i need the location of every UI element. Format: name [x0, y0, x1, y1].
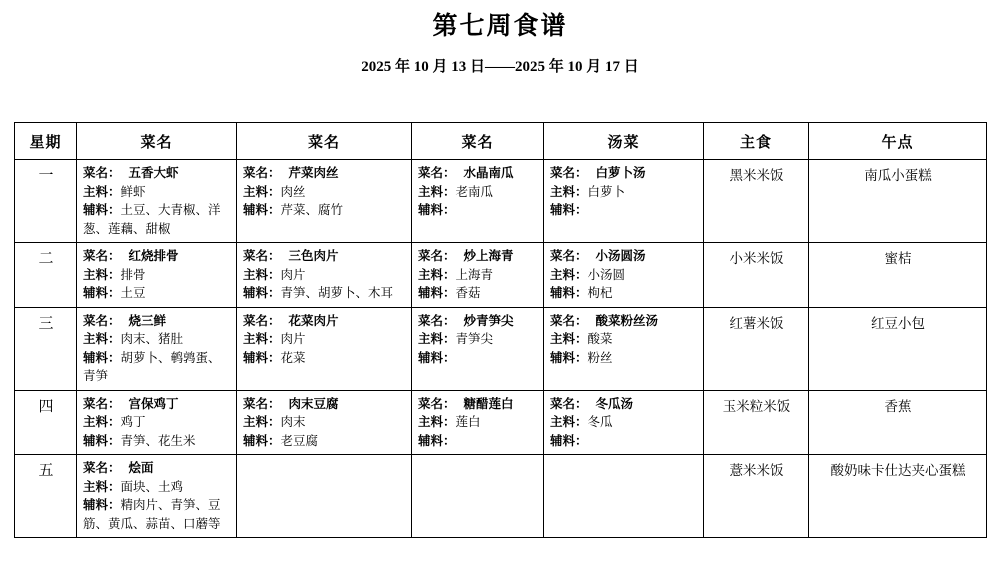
- dish-main-line: [418, 183, 538, 202]
- dish-main-line: [418, 330, 538, 349]
- dish-aux-value: 青笋、胡萝卜、木耳: [280, 286, 394, 300]
- dish-main-value: 小汤圆: [587, 267, 626, 282]
- dish-aux-value: 土豆、大青椒、洋葱、莲藕、甜椒: [83, 203, 221, 236]
- dish-name-value: 小汤圆汤: [595, 249, 646, 263]
- dish-aux-value: 花菜: [280, 350, 306, 365]
- dish-name-line: [243, 312, 406, 331]
- label-name: 菜名：: [418, 249, 456, 263]
- label-main: 主料：: [243, 332, 281, 346]
- cell-soup: [544, 455, 704, 538]
- dish-main-value: 肉片: [280, 332, 306, 346]
- column-header-staple: 主食: [704, 123, 809, 160]
- column-header-weekday: 星期: [15, 123, 77, 160]
- dish-aux-line: [83, 284, 231, 303]
- dish-main-line: [83, 183, 231, 202]
- dish-name-line: [243, 247, 406, 266]
- dish-name-value: 糖醋莲白: [463, 396, 514, 411]
- dish-aux-line: [83, 349, 231, 386]
- cell-staple: 薏米米饭: [704, 455, 809, 538]
- cell-dish-1: [77, 160, 237, 243]
- table-header-row: [15, 123, 987, 160]
- dish-name-line: [418, 312, 538, 331]
- menu-table-container: [14, 122, 986, 538]
- cell-soup: [544, 307, 704, 390]
- dish-aux-line: [83, 432, 231, 451]
- label-aux: 辅料：: [418, 203, 456, 217]
- dish-main-value: 面块、土鸡: [120, 479, 184, 494]
- cell-snack: 香蕉: [809, 390, 987, 455]
- label-main: 主料：: [418, 184, 456, 199]
- dish-aux-line: [418, 284, 538, 303]
- dish-name-line: [83, 395, 231, 414]
- dish-main-value: 莲白: [455, 415, 481, 429]
- cell-weekday: 四: [15, 390, 77, 455]
- label-aux: 辅料：: [418, 433, 456, 448]
- dish-aux-value: 粉丝: [587, 350, 613, 365]
- dish-name-line: [83, 459, 231, 478]
- dish-name-line: [83, 247, 231, 266]
- label-main: 主料：: [83, 415, 121, 429]
- table-row: [15, 390, 987, 455]
- label-main: 主料：: [83, 332, 121, 346]
- dish-name-value: 宫保鸡丁: [128, 396, 179, 411]
- cell-dish-1: [77, 307, 237, 390]
- dish-main-line: [243, 266, 406, 285]
- dish-aux-line: [550, 432, 698, 451]
- recipe-document-page: [0, 10, 1000, 570]
- dish-name-value: 肉末豆腐: [288, 396, 339, 411]
- dish-main-line: [83, 266, 231, 285]
- label-name: 菜名：: [243, 249, 281, 263]
- dish-name-value: 白萝卜汤: [595, 166, 646, 180]
- cell-dish-3: [412, 160, 544, 243]
- dish-name-value: 烧三鲜: [128, 313, 167, 328]
- label-name: 菜名：: [550, 313, 588, 328]
- dish-aux-line: [243, 349, 406, 368]
- label-aux: 辅料：: [83, 286, 121, 300]
- cell-staple: 玉米粒米饭: [704, 390, 809, 455]
- label-main: 主料：: [83, 479, 121, 494]
- dish-main-line: [243, 183, 406, 202]
- column-header-dish-3: 菜名: [412, 123, 544, 160]
- dish-aux-line: [550, 349, 698, 368]
- dish-main-value: 青笋尖: [455, 332, 494, 346]
- cell-dish-3: [412, 243, 544, 308]
- label-name: 菜名：: [243, 313, 281, 328]
- label-name: 菜名：: [243, 166, 281, 180]
- dish-main-line: [243, 413, 406, 432]
- label-main: 主料：: [243, 415, 281, 429]
- dish-name-line: [243, 164, 406, 183]
- dish-aux-line: [83, 201, 231, 238]
- label-main: 主料：: [550, 332, 588, 346]
- dish-name-value: 炒青笋尖: [463, 313, 514, 328]
- dish-name-value: 冬瓜汤: [595, 396, 634, 411]
- label-main: 主料：: [83, 184, 121, 199]
- dish-main-value: 冬瓜: [587, 415, 613, 429]
- cell-dish-2: [237, 307, 412, 390]
- dish-name-line: [418, 395, 538, 414]
- dish-name-value: 五香大虾: [128, 166, 179, 180]
- cell-dish-2: [237, 455, 412, 538]
- label-name: 菜名：: [83, 313, 121, 328]
- dish-main-value: 酸菜: [587, 332, 613, 346]
- dish-aux-line: [418, 349, 538, 368]
- label-aux: 辅料：: [550, 203, 588, 217]
- cell-dish-1: [77, 243, 237, 308]
- table-header: [15, 123, 987, 160]
- label-aux: 辅料：: [83, 498, 121, 512]
- label-main: 主料：: [550, 415, 588, 429]
- dish-aux-line: [550, 201, 698, 220]
- label-aux: 辅料：: [83, 350, 121, 365]
- dish-main-line: [550, 266, 698, 285]
- dish-name-line: [243, 395, 406, 414]
- column-header-dish-2: 菜名: [237, 123, 412, 160]
- label-name: 菜名：: [418, 166, 456, 180]
- cell-staple: 黑米米饭: [704, 160, 809, 243]
- dish-main-line: [418, 413, 538, 432]
- cell-weekday: 三: [15, 307, 77, 390]
- dish-aux-line: [83, 496, 231, 533]
- label-aux: 辅料：: [418, 350, 456, 365]
- dish-aux-line: [418, 432, 538, 451]
- dish-name-line: [83, 312, 231, 331]
- dish-name-value: 水晶南瓜: [463, 166, 514, 180]
- label-name: 菜名：: [83, 249, 121, 263]
- dish-name-line: [418, 164, 538, 183]
- cell-weekday: 二: [15, 243, 77, 308]
- label-main: 主料：: [418, 415, 456, 429]
- dish-main-value: 肉丝: [280, 184, 306, 199]
- dish-aux-value: 土豆: [120, 286, 146, 300]
- dish-name-value: 烩面: [128, 461, 154, 475]
- dish-aux-value: 精肉片、青笋、豆筋、黄瓜、蒜苗、口蘑等: [83, 498, 221, 531]
- column-header-soup: 汤菜: [544, 123, 704, 160]
- cell-dish-3: [412, 390, 544, 455]
- label-name: 菜名：: [418, 396, 456, 411]
- dish-aux-line: [243, 284, 406, 303]
- cell-soup: [544, 243, 704, 308]
- label-name: 菜名：: [418, 313, 456, 328]
- cell-weekday: 一: [15, 160, 77, 243]
- dish-name-value: 炒上海青: [463, 249, 514, 263]
- dish-main-value: 老南瓜: [455, 184, 494, 199]
- label-aux: 辅料：: [550, 433, 588, 448]
- dish-main-value: 肉片: [280, 267, 306, 282]
- cell-dish-3: [412, 455, 544, 538]
- dish-aux-value: 胡萝卜、鹌鹑蛋、青笋: [83, 350, 221, 383]
- label-aux: 辅料：: [418, 286, 456, 300]
- label-name: 菜名：: [550, 249, 588, 263]
- cell-snack: 红豆小包: [809, 307, 987, 390]
- dish-main-line: [550, 330, 698, 349]
- column-header-dish-1: 菜名: [77, 123, 237, 160]
- dish-main-line: [550, 183, 698, 202]
- label-aux: 辅料：: [243, 433, 281, 448]
- label-main: 主料：: [83, 267, 121, 282]
- dish-main-line: [83, 478, 231, 497]
- dish-name-line: [83, 164, 231, 183]
- dish-name-line: [550, 312, 698, 331]
- table-row: [15, 307, 987, 390]
- dish-main-value: 肉末: [280, 415, 306, 429]
- dish-main-value: 排骨: [120, 267, 146, 282]
- label-aux: 辅料：: [83, 203, 121, 217]
- label-name: 菜名：: [243, 396, 281, 411]
- cell-dish-1: [77, 390, 237, 455]
- dish-name-value: 酸菜粉丝汤: [595, 313, 659, 328]
- dish-aux-value: 老豆腐: [280, 433, 319, 448]
- label-name: 菜名：: [83, 461, 121, 475]
- dish-name-value: 芹菜肉丝: [288, 166, 339, 180]
- dish-main-value: 鸡丁: [120, 415, 146, 429]
- table-row: [15, 243, 987, 308]
- label-aux: 辅料：: [550, 350, 588, 365]
- dish-aux-value: 芹菜、腐竹: [280, 203, 344, 217]
- column-header-snack: 午点: [809, 123, 987, 160]
- label-name: 菜名：: [550, 166, 588, 180]
- dish-main-line: [418, 266, 538, 285]
- label-name: 菜名：: [550, 396, 588, 411]
- weekly-menu-table: [14, 122, 987, 538]
- cell-dish-2: [237, 160, 412, 243]
- label-main: 主料：: [418, 267, 456, 282]
- dish-main-value: 白萝卜: [587, 184, 626, 199]
- date-range-subtitle: 2025 年 10 月 13 日——2025 年 10 月 17 日: [361, 59, 639, 75]
- dish-main-value: 肉末、猪肚: [120, 332, 184, 346]
- dish-aux-value: 香菇: [455, 286, 481, 300]
- label-aux: 辅料：: [550, 286, 588, 300]
- table-row: [15, 160, 987, 243]
- cell-soup: [544, 160, 704, 243]
- label-main: 主料：: [550, 267, 588, 282]
- dish-main-line: [83, 413, 231, 432]
- cell-snack: 蜜桔: [809, 243, 987, 308]
- cell-snack: 酸奶味卡仕达夹心蛋糕: [809, 455, 987, 538]
- page-title: 第七周食谱: [432, 13, 568, 40]
- cell-dish-3: [412, 307, 544, 390]
- label-name: 菜名：: [83, 396, 121, 411]
- dish-aux-line: [550, 284, 698, 303]
- label-aux: 辅料：: [243, 286, 281, 300]
- dish-aux-value: 青笋、花生米: [120, 433, 196, 448]
- dish-name-line: [550, 164, 698, 183]
- dish-name-value: 红烧排骨: [128, 249, 179, 263]
- label-aux: 辅料：: [243, 350, 281, 365]
- dish-aux-line: [243, 201, 406, 220]
- table-row: [15, 455, 987, 538]
- label-main: 主料：: [418, 332, 456, 346]
- dish-name-line: [550, 247, 698, 266]
- cell-staple: 红薯米饭: [704, 307, 809, 390]
- label-aux: 辅料：: [83, 433, 121, 448]
- dish-main-value: 鲜虾: [120, 184, 146, 199]
- cell-snack: 南瓜小蛋糕: [809, 160, 987, 243]
- label-main: 主料：: [243, 184, 281, 199]
- dish-aux-value: 枸杞: [587, 286, 613, 300]
- cell-staple: 小米米饭: [704, 243, 809, 308]
- cell-weekday: 五: [15, 455, 77, 538]
- dish-name-value: 花菜肉片: [288, 313, 339, 328]
- cell-dish-1: [77, 455, 237, 538]
- dish-aux-line: [418, 201, 538, 220]
- label-name: 菜名：: [83, 166, 121, 180]
- dish-main-line: [83, 330, 231, 349]
- cell-dish-2: [237, 243, 412, 308]
- label-main: 主料：: [550, 184, 588, 199]
- dish-main-value: 上海青: [455, 267, 494, 282]
- cell-dish-2: [237, 390, 412, 455]
- dish-name-value: 三色肉片: [288, 249, 339, 263]
- label-aux: 辅料：: [243, 203, 281, 217]
- cell-soup: [544, 390, 704, 455]
- dish-name-line: [550, 395, 698, 414]
- dish-aux-line: [243, 432, 406, 451]
- table-body: [15, 160, 987, 538]
- dish-main-line: [550, 413, 698, 432]
- dish-main-line: [243, 330, 406, 349]
- label-main: 主料：: [243, 267, 281, 282]
- dish-name-line: [418, 247, 538, 266]
